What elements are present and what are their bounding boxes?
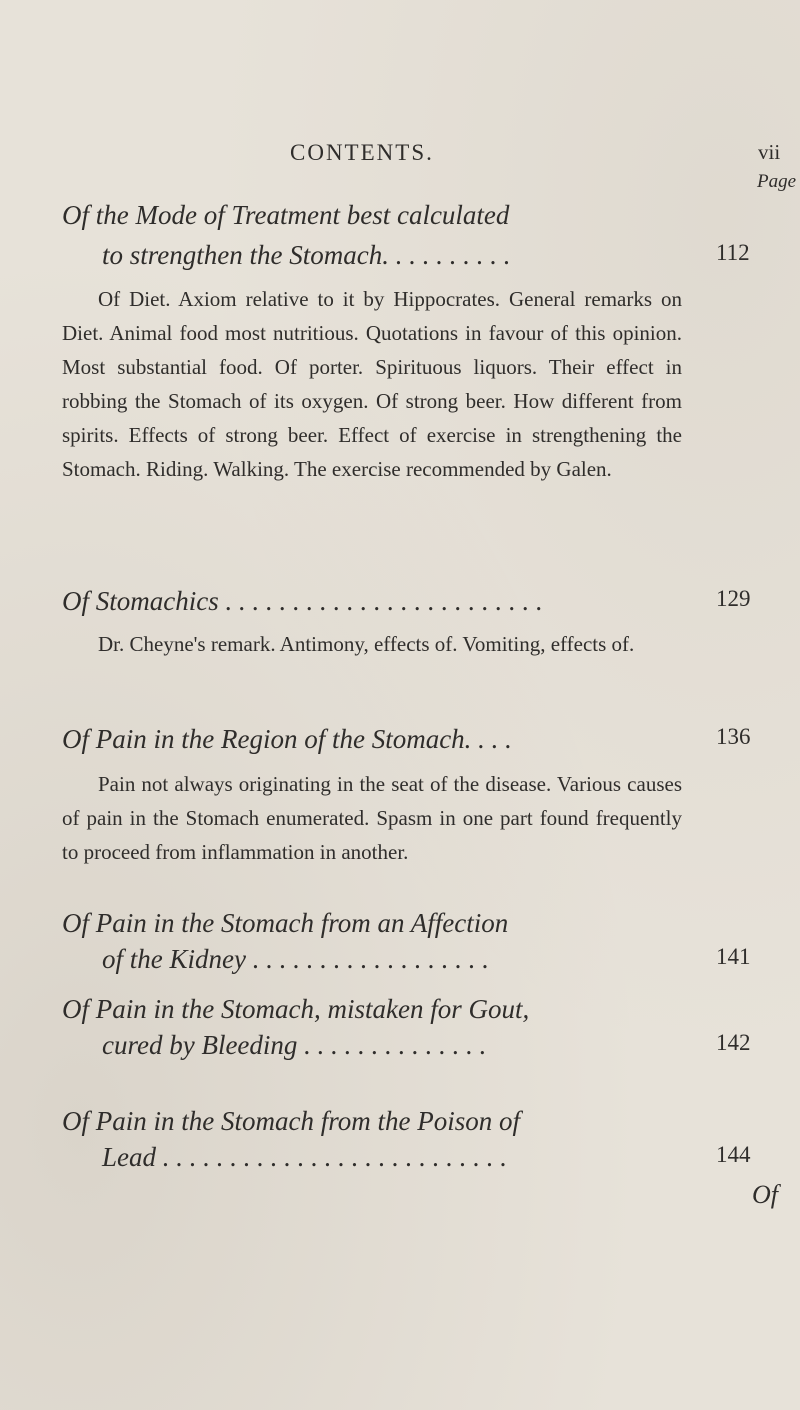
entry-heading-line: Of Pain in the Stomach, mistaken for Gout, — [62, 994, 530, 1024]
entry-page-number: 136 — [716, 724, 751, 749]
page-number: vii — [758, 140, 781, 164]
entry-heading-line: to strengthen the Stomach. . . . . . . . . . — [102, 240, 511, 270]
entry-page-number: 141 — [716, 944, 751, 969]
entry-page-number: 144 — [716, 1142, 751, 1167]
page-column-label: Page — [757, 171, 797, 192]
entry-heading-line: Of the Mode of Treatment best calculated — [62, 200, 510, 230]
entry-heading-line: Lead . . . . . . . . . . . . . . . . . . . . . . . . . . — [102, 1142, 507, 1172]
entry-heading-line: Of Stomachics . . . . . . . . . . . . . . . . . . . . . . . . — [62, 586, 543, 616]
entry-heading-line: Of Pain in the Stomach from the Poison of — [62, 1106, 520, 1136]
entry-page-number: 129 — [716, 586, 751, 611]
entry-heading-line: Of Pain in the Region of the Stomach. . . . — [62, 724, 512, 754]
entry-page-number: 112 — [716, 240, 750, 265]
entry-heading-line: of the Kidney . . . . . . . . . . . . . . . . . . — [102, 944, 489, 974]
catchword: Of — [752, 1180, 778, 1209]
page-header — [0, 140, 800, 176]
entry-description: Pain not always originating in the seat of the disease. Various causes of pain in the Stomach enumerated. Spasm in one part found frequently to proceed from inflammation in another. — [62, 772, 682, 864]
entry-page-number: 142 — [716, 1030, 751, 1055]
entry-description: Of Diet. Axiom relative to it by Hippocrates. General remarks on Diet. Animal food most nutritious. Quotations in favour of this opinion. Most substantial food. Of porter. Spirituous liquors. Their effect in robbing the Stomach of its oxygen. Of strong beer. How different from spirits. Effects of strong beer. Effect of exercise in strengthening the Stomach. Riding. Walking. The exercise recommended by Galen. — [62, 287, 682, 481]
entry-heading-line: cured by Bleeding . . . . . . . . . . . . . . — [102, 1030, 487, 1060]
entry-description: Dr. Cheyne's remark. Antimony, effects of. Vomiting, effects of. — [98, 632, 635, 656]
running-title: CONTENTS. — [290, 140, 434, 165]
entry-heading-line: Of Pain in the Stomach from an Affection — [62, 908, 509, 938]
